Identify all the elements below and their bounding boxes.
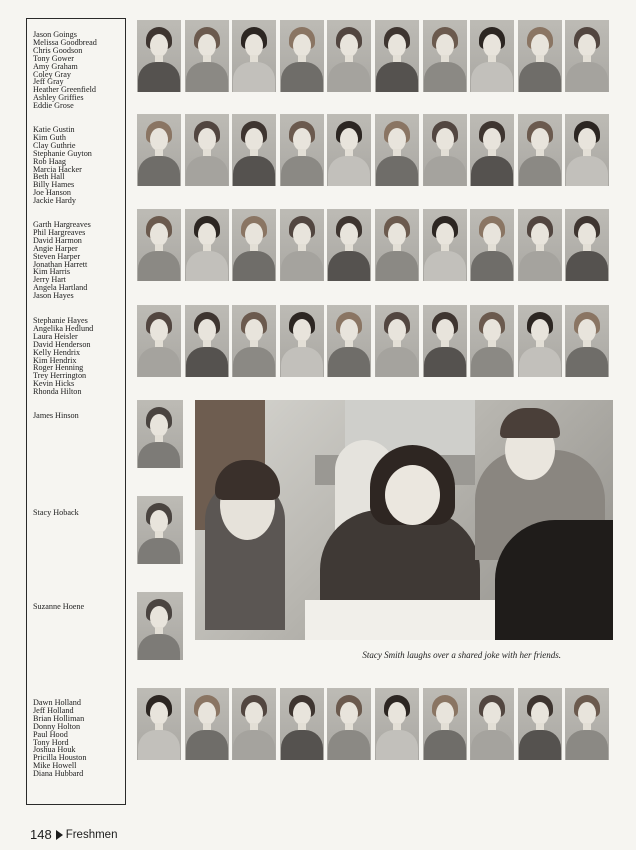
- student-portrait: [185, 305, 229, 377]
- student-portrait: [470, 688, 514, 760]
- student-name: Mike Howell: [33, 761, 77, 771]
- student-name: Rob Haag: [33, 156, 66, 166]
- student-portrait: [565, 209, 609, 281]
- student-name: Laura Heisler: [33, 331, 78, 341]
- student-portrait: [375, 209, 419, 281]
- student-portrait: [137, 209, 181, 281]
- student-name: Joe Hanson: [33, 188, 71, 198]
- student-portrait: [137, 400, 183, 468]
- student-portrait: [185, 114, 229, 186]
- student-name: Diana Hubbard: [33, 769, 84, 779]
- student-name: Roger Henning: [33, 363, 84, 373]
- student-name: Pricilla Houston: [33, 753, 87, 763]
- student-portrait: [327, 20, 371, 92]
- student-portrait: [327, 305, 371, 377]
- student-name: Dawn Holland: [33, 698, 81, 707]
- student-name: Jackie Hardy: [33, 196, 76, 206]
- student-name: Donny Holton: [33, 721, 81, 731]
- student-name: Jason Hayes: [33, 291, 74, 301]
- student-portrait: [137, 688, 181, 760]
- student-name: David Henderson: [33, 339, 91, 349]
- student-portrait: [280, 305, 324, 377]
- student-name: Heather Greenfield: [33, 85, 96, 95]
- student-name: Tony Hord: [33, 737, 69, 747]
- student-name: Brian Holliman: [33, 713, 85, 723]
- student-portrait: [565, 114, 609, 186]
- student-name: Chris Goodson: [33, 45, 83, 55]
- portrait-row-4: [137, 305, 613, 377]
- student-name: Angela Hartland: [33, 283, 88, 293]
- student-name: Stacy Hoback: [33, 508, 79, 517]
- student-name: Phil Hargreaves: [33, 227, 86, 237]
- student-name: Kevin Hicks: [33, 379, 75, 389]
- student-portrait: [137, 592, 183, 660]
- student-name: Suzanne Hoene: [33, 602, 85, 611]
- student-portrait: [232, 114, 276, 186]
- student-name: Melissa Goodbread: [33, 37, 97, 47]
- portrait-row-2: [137, 114, 613, 186]
- student-name: Jerry Hart: [33, 275, 66, 285]
- student-portrait: [375, 114, 419, 186]
- student-name: Tony Gower: [33, 53, 75, 63]
- student-name: Kim Harris: [33, 267, 71, 277]
- student-name: Jeff Holland: [33, 705, 74, 715]
- student-portrait: [565, 688, 609, 760]
- student-portrait: [185, 20, 229, 92]
- student-name: Stephanie Guyton: [33, 148, 92, 158]
- student-name: David Harmon: [33, 235, 82, 245]
- student-portrait: [423, 305, 467, 377]
- student-name: Angie Harper: [33, 243, 78, 253]
- student-name: Amy Graham: [33, 61, 78, 71]
- student-portrait: [232, 305, 276, 377]
- student-name: Kim Guth: [33, 132, 66, 142]
- student-portrait: [470, 209, 514, 281]
- student-name: Paul Hood: [33, 729, 68, 739]
- student-name: Billy Hames: [33, 180, 75, 190]
- student-name: Angelika Hedlund: [33, 323, 94, 333]
- student-portrait: [565, 20, 609, 92]
- student-portrait: [185, 688, 229, 760]
- student-portrait: [423, 114, 467, 186]
- student-portrait: [280, 688, 324, 760]
- student-portrait: [470, 20, 514, 92]
- student-portrait: [280, 209, 324, 281]
- portrait-row-5: [137, 688, 613, 760]
- student-name: Jonathan Harrett: [33, 259, 88, 269]
- photo-caption: Stacy Smith laughs over a shared joke with her friends.: [362, 650, 561, 660]
- student-name: Jeff Gray: [33, 77, 64, 87]
- student-name: Steven Harper: [33, 251, 81, 261]
- student-name: Rhonda Hilton: [33, 387, 82, 397]
- student-name: Katie Gustin: [33, 125, 75, 134]
- student-portrait: [518, 305, 562, 377]
- student-portrait: [327, 114, 371, 186]
- student-name: Kelly Hendrix: [33, 347, 81, 357]
- student-portrait: [565, 305, 609, 377]
- arrow-right-icon: [56, 830, 63, 840]
- student-portrait: [470, 114, 514, 186]
- student-name: Coley Gray: [33, 69, 71, 79]
- student-portrait: [327, 209, 371, 281]
- student-portrait: [327, 688, 371, 760]
- student-name: Marcia Hacker: [33, 164, 82, 174]
- student-name: Joshua Houk: [33, 745, 76, 755]
- student-name: Garth Hargreaves: [33, 220, 91, 229]
- student-portrait: [423, 209, 467, 281]
- student-name: Eddie Grose: [33, 101, 74, 111]
- student-name: James Hinson: [33, 411, 79, 420]
- name-group-3: [33, 221, 91, 300]
- student-name: Trey Herrington: [33, 371, 87, 381]
- student-portrait: [423, 20, 467, 92]
- student-portrait: [423, 688, 467, 760]
- student-portrait: [375, 305, 419, 377]
- student-portrait: [185, 209, 229, 281]
- student-portrait: [232, 688, 276, 760]
- student-portrait: [137, 114, 181, 186]
- student-portrait: [137, 20, 181, 92]
- section-title: Freshmen: [65, 828, 118, 841]
- name-group-5: [33, 699, 86, 778]
- student-portrait: [280, 20, 324, 92]
- student-portrait: [518, 688, 562, 760]
- name-group-2: [33, 126, 92, 205]
- page-footer: [30, 827, 117, 842]
- portrait-row-1: [137, 20, 613, 92]
- candid-classroom-photo: [195, 400, 613, 640]
- student-name: Stephanie Hayes: [33, 316, 88, 325]
- student-name: Clay Guthrie: [33, 140, 76, 150]
- page-number: 148: [30, 827, 52, 842]
- student-portrait: [518, 20, 562, 92]
- student-portrait: [375, 20, 419, 92]
- student-name: Kim Hendrix: [33, 355, 77, 365]
- name-group-1: [33, 31, 97, 110]
- student-portrait: [518, 114, 562, 186]
- student-portrait: [137, 496, 183, 564]
- student-portrait: [518, 209, 562, 281]
- student-portrait: [232, 20, 276, 92]
- portrait-row-3: [137, 209, 613, 281]
- name-group-4: [33, 317, 93, 396]
- student-name: Ashley Griffies: [33, 93, 84, 103]
- student-portrait: [470, 305, 514, 377]
- student-portrait: [232, 209, 276, 281]
- student-portrait: [375, 688, 419, 760]
- student-portrait: [137, 305, 181, 377]
- student-portrait: [280, 114, 324, 186]
- student-name: Beth Hall: [33, 172, 65, 182]
- student-name: Jason Goings: [33, 30, 77, 39]
